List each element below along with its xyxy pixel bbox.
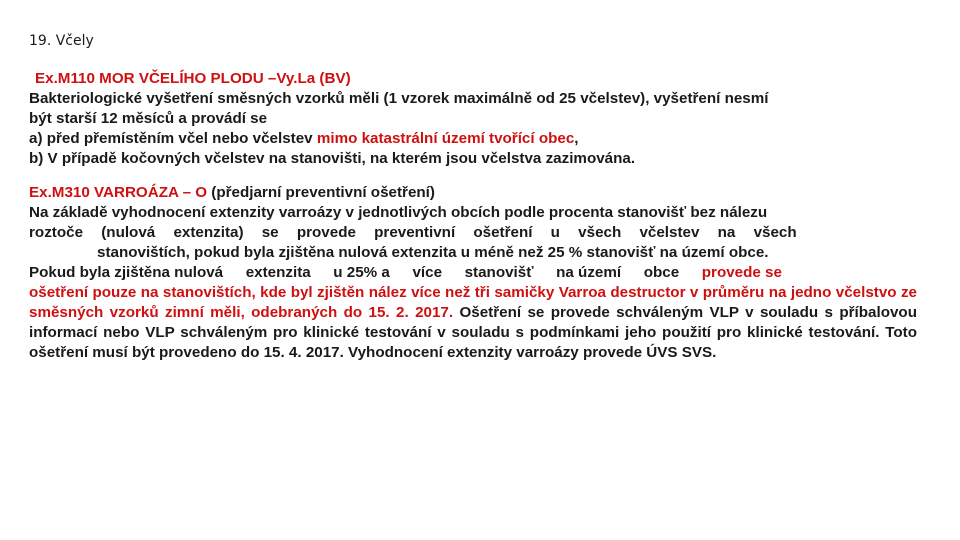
item-a-red-text: mimo katastrální území tvořící obec <box>316 130 575 147</box>
section2-para1-line1: Na základě vyhodnocení extenzity varroázy v jednotlivých obcích podle procenta stanovišť bez nálezu <box>29 204 768 221</box>
para2-word: stanovišť <box>464 264 534 281</box>
para2-rest-text: Ošetření se provede schváleným VLP v souladu s příbalovou informací nebo VLP schváleným pro klinické testování v souladu s podmínkami jeho použití pro klinické testování. Toto ošetření musí být provedeno do 15. 4. 2017. Vyhodnocení extenzity varroázy provede ÚVS SVS. <box>29 304 917 361</box>
section1-item-a <box>29 129 917 149</box>
slide-body <box>29 69 917 363</box>
para2-word: Pokud byla zjištěna nulová <box>29 264 224 281</box>
section-gap <box>29 169 917 183</box>
section2-para2 <box>29 283 917 363</box>
slide-heading: 19. Včely <box>29 33 94 49</box>
para2-word-red: provede se <box>701 264 782 281</box>
para2-red-text: ošetření pouze na stanovištích, kde byl zjištěn nález více než tři samičky Varroa destructor v průměru na jedno včelstvo ze směsných vzorků zimní měli, odebraných do 15. 2. 2017. <box>29 284 917 321</box>
section2-title-red: Ex.M310 VARROÁZA – O <box>29 184 208 201</box>
section2-title-rest: (předjarní preventivní ošetření) <box>207 184 435 201</box>
item-a-suffix: , <box>574 130 579 147</box>
section1-item-b: b) V případě kočovných včelstev na stanovišti, na kterém jsou včelstva zazimována. <box>29 150 636 167</box>
section2-title <box>29 183 917 203</box>
section2-para1-line2: roztoče (nulová extenzita) se provede preventivní ošetření u všech včelstev na všech <box>29 224 797 241</box>
section1-line1: Bakteriologické vyšetření směsných vzorků měli (1 vzorek maximálně od 25 včelstev), vyšetření nesmí <box>29 90 769 107</box>
para2-word: obce <box>643 264 680 281</box>
section1-title: Ex.M110 MOR VČELÍHO PLODU –Vy.La (BV) <box>35 70 351 87</box>
para2-word: na území <box>556 264 622 281</box>
para2-word: více <box>412 264 443 281</box>
section1-line2: být starší 12 měsíců a provádí se <box>29 110 268 127</box>
item-a-prefix: a) před přemístěním včel nebo včelstev <box>29 130 317 147</box>
para2-word: extenzita <box>245 264 311 281</box>
para2-word: u 25% a <box>333 264 390 281</box>
section2-para2-first-line <box>29 263 917 283</box>
section2-para1-line3: stanovištích, pokud byla zjištěna nulová extenzita u méně než 25 % stanovišť na území obce. <box>97 244 769 261</box>
